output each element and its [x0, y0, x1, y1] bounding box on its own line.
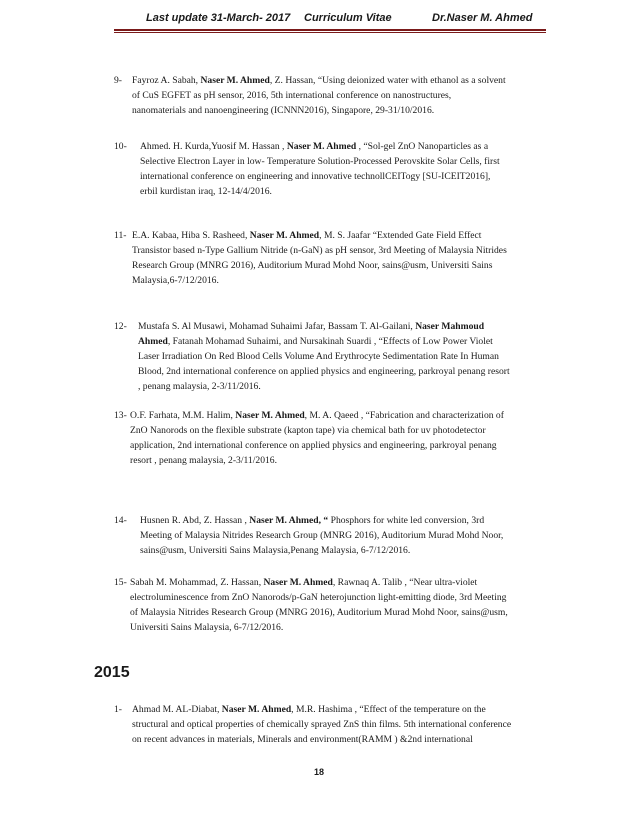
- entry-line: Malaysia,6-7/12/2016.: [132, 275, 219, 286]
- entry-line: Ahmed. H. Kurda,Yuosif M. Hassan , Naser M. Ahmed , “Sol-gel ZnO Nanoparticles as a: [140, 141, 489, 152]
- entry-line: Husnen R. Abd, Z. Hassan , Naser M. Ahmed, “ Phosphors for white led conversion, 3rd: [140, 515, 485, 526]
- entry-line: sains@usm, Universiti Sains Malaysia,Penang Malaysia, 6-7/12/2016.: [140, 545, 411, 556]
- year-heading: 2015: [94, 664, 130, 681]
- entry-number: 9-: [114, 75, 122, 86]
- entry-line: resort , penang malaysia, 2-3/11/2016.: [130, 455, 277, 466]
- header-rule-thin: [114, 32, 546, 33]
- entry-line: Ahmed, Fatanah Mohamad Suhaimi, and Nursakinah Suardi , “Effects of Low Power Violet: [138, 336, 493, 347]
- entry-text: [130, 575, 508, 635]
- entry-line: Sabah M. Mohammad, Z. Hassan, Naser M. Ahmed, Rawnaq A. Talib , “Near ultra-violet: [130, 577, 478, 588]
- entry-text: [140, 513, 503, 558]
- entry-line: Selective Electron Layer in low- Temperature Solution-Processed Perovskite Solar Cells, first: [140, 156, 500, 167]
- entry-text: [130, 408, 504, 468]
- entry-line: O.F. Farhata, M.M. Halim, Naser M. Ahmed, M. A. Qaeed , “Fabrication and characterization of: [130, 410, 504, 421]
- entry-line: of Malaysia Nitrides Research Group (MNRG 2016), Auditorium Murad Mohd Noor, sains@usm,: [130, 607, 508, 618]
- author-highlight: Naser M. Ahmed: [221, 704, 292, 715]
- entry-line: Laser Irradiation On Red Blood Cells Volume And Erythrocyte Sedimentation Rate In Human: [138, 351, 499, 362]
- entry-number: 13-: [114, 410, 127, 421]
- page-header: [114, 12, 546, 28]
- document-title: Curriculum Vitae: [304, 12, 392, 24]
- entry-line: E.A. Kabaa, Hiba S. Rasheed, Naser M. Ahmed, M. S. Jaafar “Extended Gate Field Effect: [132, 230, 482, 241]
- entry-line: Universiti Sains Malaysia, 6-7/12/2016.: [130, 622, 284, 633]
- author-name: Dr.Naser M. Ahmed: [432, 12, 533, 24]
- page-number: 18: [313, 767, 324, 777]
- author-highlight: Naser M. Ahmed: [235, 410, 305, 421]
- entry-line: erbil kurdistan iraq, 12-14/4/2016.: [140, 186, 272, 197]
- entry-text: [138, 319, 510, 394]
- entry-line: application, 2nd international conference on applied physics and engineering, parkroyal penang: [130, 440, 497, 451]
- entry-number: 15-: [114, 577, 127, 588]
- entry-line: Research Group (MNRG 2016), Auditorium Murad Mohd Noor, sains@usm, Universiti Sains: [132, 260, 493, 271]
- entry-line: Blood, 2nd international conference on applied physics and engineering, parkroyal penang resort: [138, 366, 510, 377]
- entry-text: [132, 702, 511, 747]
- entry-line: Transistor based n-Type Gallium Nitride (n-GaN) as pH sensor, 3rd Meeting of Malaysia Nitrides: [132, 245, 507, 256]
- author-highlight: Naser M. Ahmed: [263, 577, 333, 588]
- entry-text: [140, 139, 500, 199]
- header-rule: [114, 29, 546, 31]
- entry-line: structural and optical properties of chemically sprayed ZnS thin films. 5th international conference: [132, 719, 512, 730]
- entry-number: 10-: [114, 141, 127, 152]
- entry-line: Fayroz A. Sabah, Naser M. Ahmed, Z. Hassan, “Using deionized water with ethanol as a solvent: [132, 75, 506, 86]
- entry-number: 1-: [114, 704, 122, 715]
- entry-line: nanomaterials and nanoengineering (ICNNN2016), Singapore, 29-31/10/2016.: [132, 105, 435, 116]
- entry-line: of CuS EGFET as pH sensor, 2016, 5th international conference on nanostructures,: [132, 90, 452, 101]
- author-highlight: Naser M. Ahmed: [200, 75, 270, 86]
- last-update-text: Last update 31-March- 2017: [146, 12, 291, 24]
- entry-text: [132, 228, 507, 288]
- entry-line: Ahmad M. AL-Diabat, Naser M. Ahmed, M.R. Hashima , “Effect of the temperature on the: [132, 704, 486, 715]
- entry-number: 14-: [114, 515, 127, 526]
- entry-line: ZnO Nanorods on the flexible substrate (kapton tape) via chemical bath for uv photodetector: [130, 425, 486, 436]
- author-highlight: Naser M. Ahmed, “: [249, 515, 329, 526]
- entry-line: electroluminescence from ZnO Nanorods/p-GaN heterojunction light-emitting diode, 3rd Meeting: [130, 592, 507, 603]
- author-highlight: Naser M. Ahmed: [249, 230, 320, 241]
- entry-text: [132, 73, 506, 118]
- entry-line: international conference on engineering and innovative technollCEITogy [SU-ICEIT2016],: [140, 171, 491, 182]
- entry-number: 12-: [114, 321, 127, 332]
- entry-number: 11-: [114, 230, 127, 241]
- author-highlight: Naser M. Ahmed: [286, 141, 357, 152]
- entry-line: Mustafa S. Al Musawi, Mohamad Suhaimi Jafar, Bassam T. Al-Gailani, Naser Mahmoud: [138, 321, 485, 332]
- author-highlight: Naser Mahmoud: [415, 321, 485, 332]
- entry-line: on recent advances in materials, Minerals and environment(RAMM ) &2nd international: [132, 734, 473, 745]
- entry-line: Meeting of Malaysia Nitrides Research Group (MNRG 2016), Auditorium Murad Mohd Noor,: [140, 530, 504, 541]
- entry-line: , penang malaysia, 2-3/11/2016.: [138, 381, 261, 392]
- author-highlight: Ahmed: [138, 336, 168, 347]
